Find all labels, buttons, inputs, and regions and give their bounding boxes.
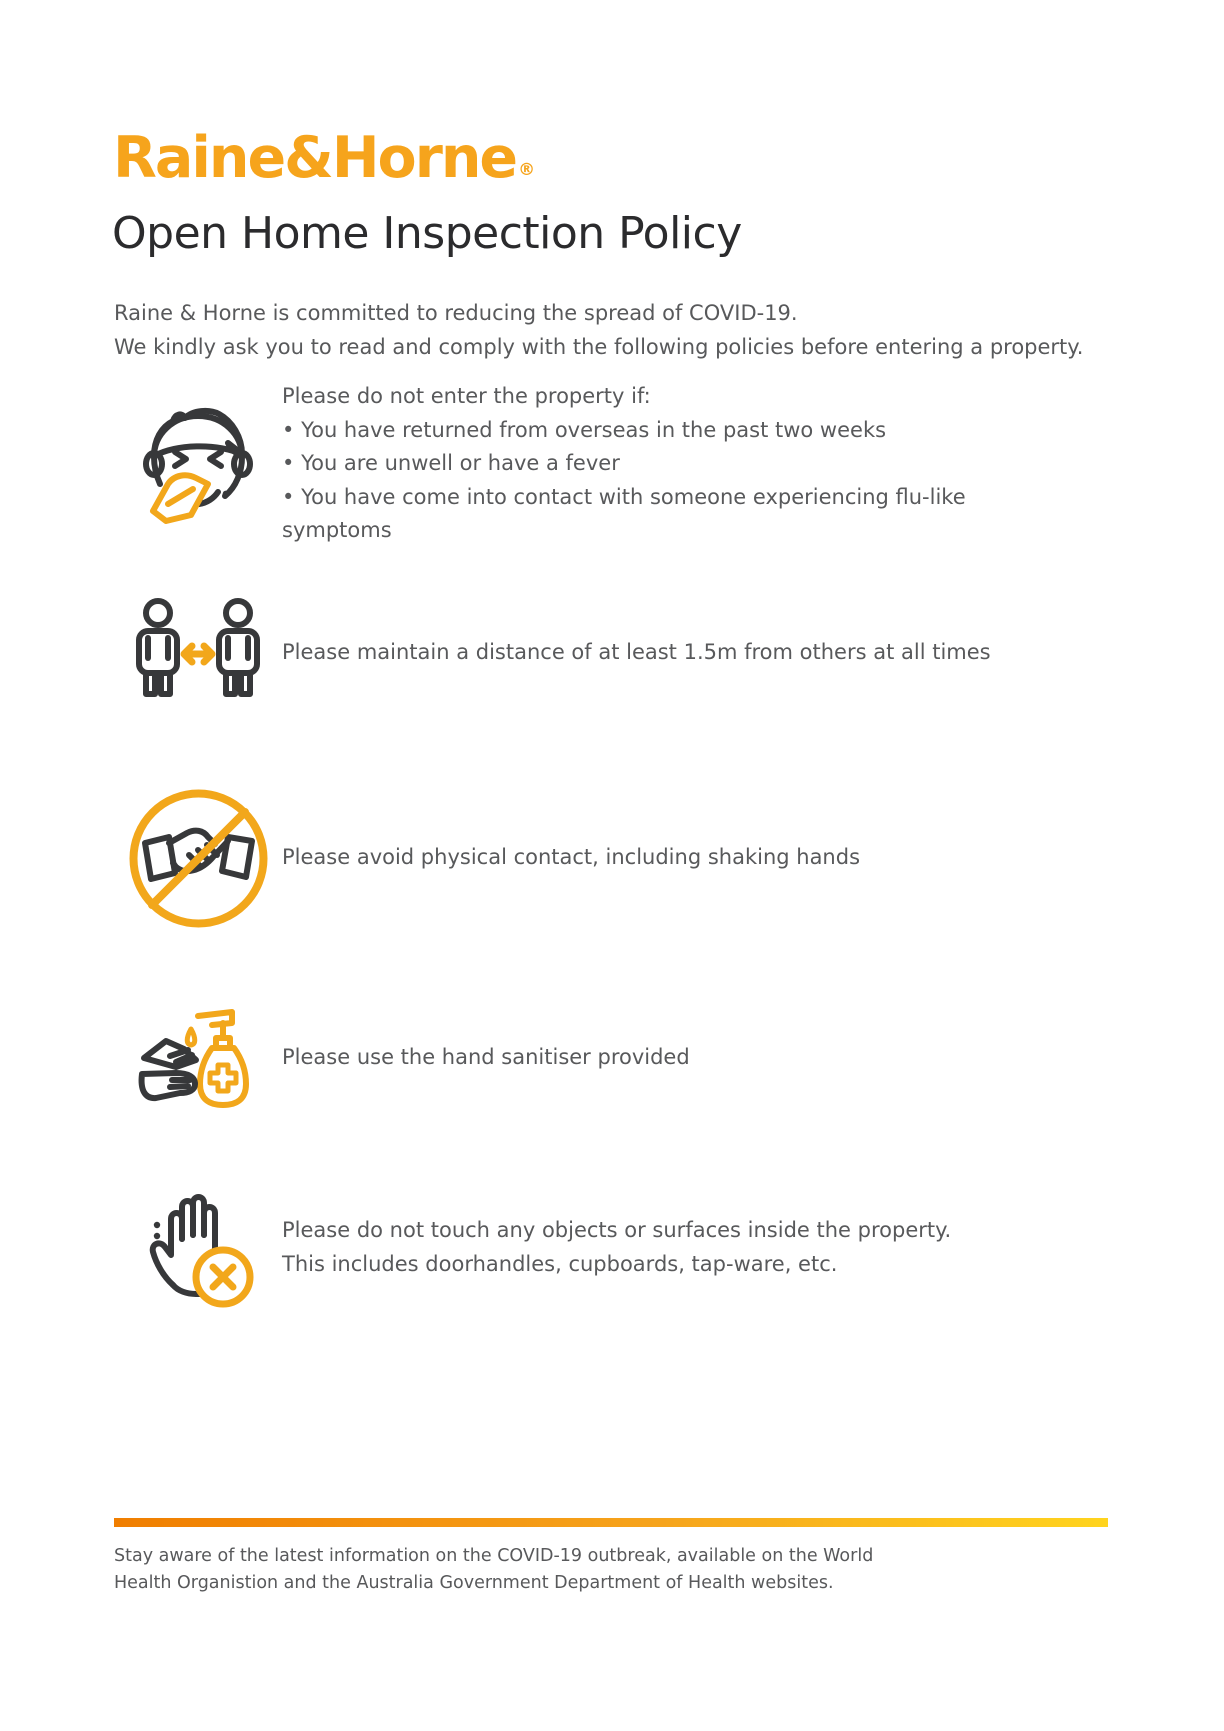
intro-paragraph (114, 296, 1083, 364)
policy-row-distance (114, 578, 1029, 728)
policy-text-do-not-touch: Please do not touch any objects or surfaces inside the property. This includes doorhandles, cupboards, tap-ware, etc. (282, 1218, 952, 1276)
brand-name: Raine&Horne (113, 125, 517, 191)
bullet-item: • You are unwell or have a fever (282, 447, 1012, 481)
hand-sanitiser-icon (114, 988, 282, 1128)
bullet-item: • You have returned from overseas in the past two weeks (282, 414, 1012, 448)
policy-bullet-list (282, 414, 1012, 548)
footer-text (114, 1543, 914, 1597)
footer-line-2: Australia Government Department of Health websites. (356, 1573, 834, 1594)
policy-text-distance: Please maintain a distance of at least 1.5m from others at all times (282, 640, 991, 665)
policy-heading: Please do not enter the property if: (282, 384, 651, 408)
policy-row-sanitiser (114, 978, 1029, 1138)
bullet-item: • You have come into contact with someone experiencing flu-like symptoms (282, 481, 1012, 548)
policy-row-do-not-touch (114, 1168, 1029, 1328)
intro-line-2: We kindly ask you to read and comply with the following policies before entering a property. (114, 335, 1084, 360)
policy-text-do-not-enter (282, 372, 1012, 548)
policy-row-no-contact (114, 778, 1029, 938)
registered-mark-icon: ® (518, 160, 536, 180)
sneezing-person-icon (114, 372, 282, 534)
footer-gradient-divider (114, 1518, 1108, 1527)
footer-line-1: Stay aware of the latest information on the COVID-19 outbreak, available on the World Health Organistion and the (114, 1546, 874, 1594)
social-distance-icon (114, 596, 282, 711)
no-handshake-icon (114, 781, 282, 936)
do-not-touch-icon (114, 1173, 282, 1323)
page-title: Open Home Inspection Policy (112, 208, 742, 259)
intro-line-1: Raine & Horne is committed to reducing the spread of COVID-19. (114, 301, 798, 325)
policy-text-no-contact: Please avoid physical contact, including shaking hands (282, 845, 861, 870)
policy-text-sanitiser: Please use the hand sanitiser provided (282, 1045, 690, 1070)
brand-logo (113, 125, 536, 191)
policy-row-do-not-enter (114, 372, 1029, 548)
